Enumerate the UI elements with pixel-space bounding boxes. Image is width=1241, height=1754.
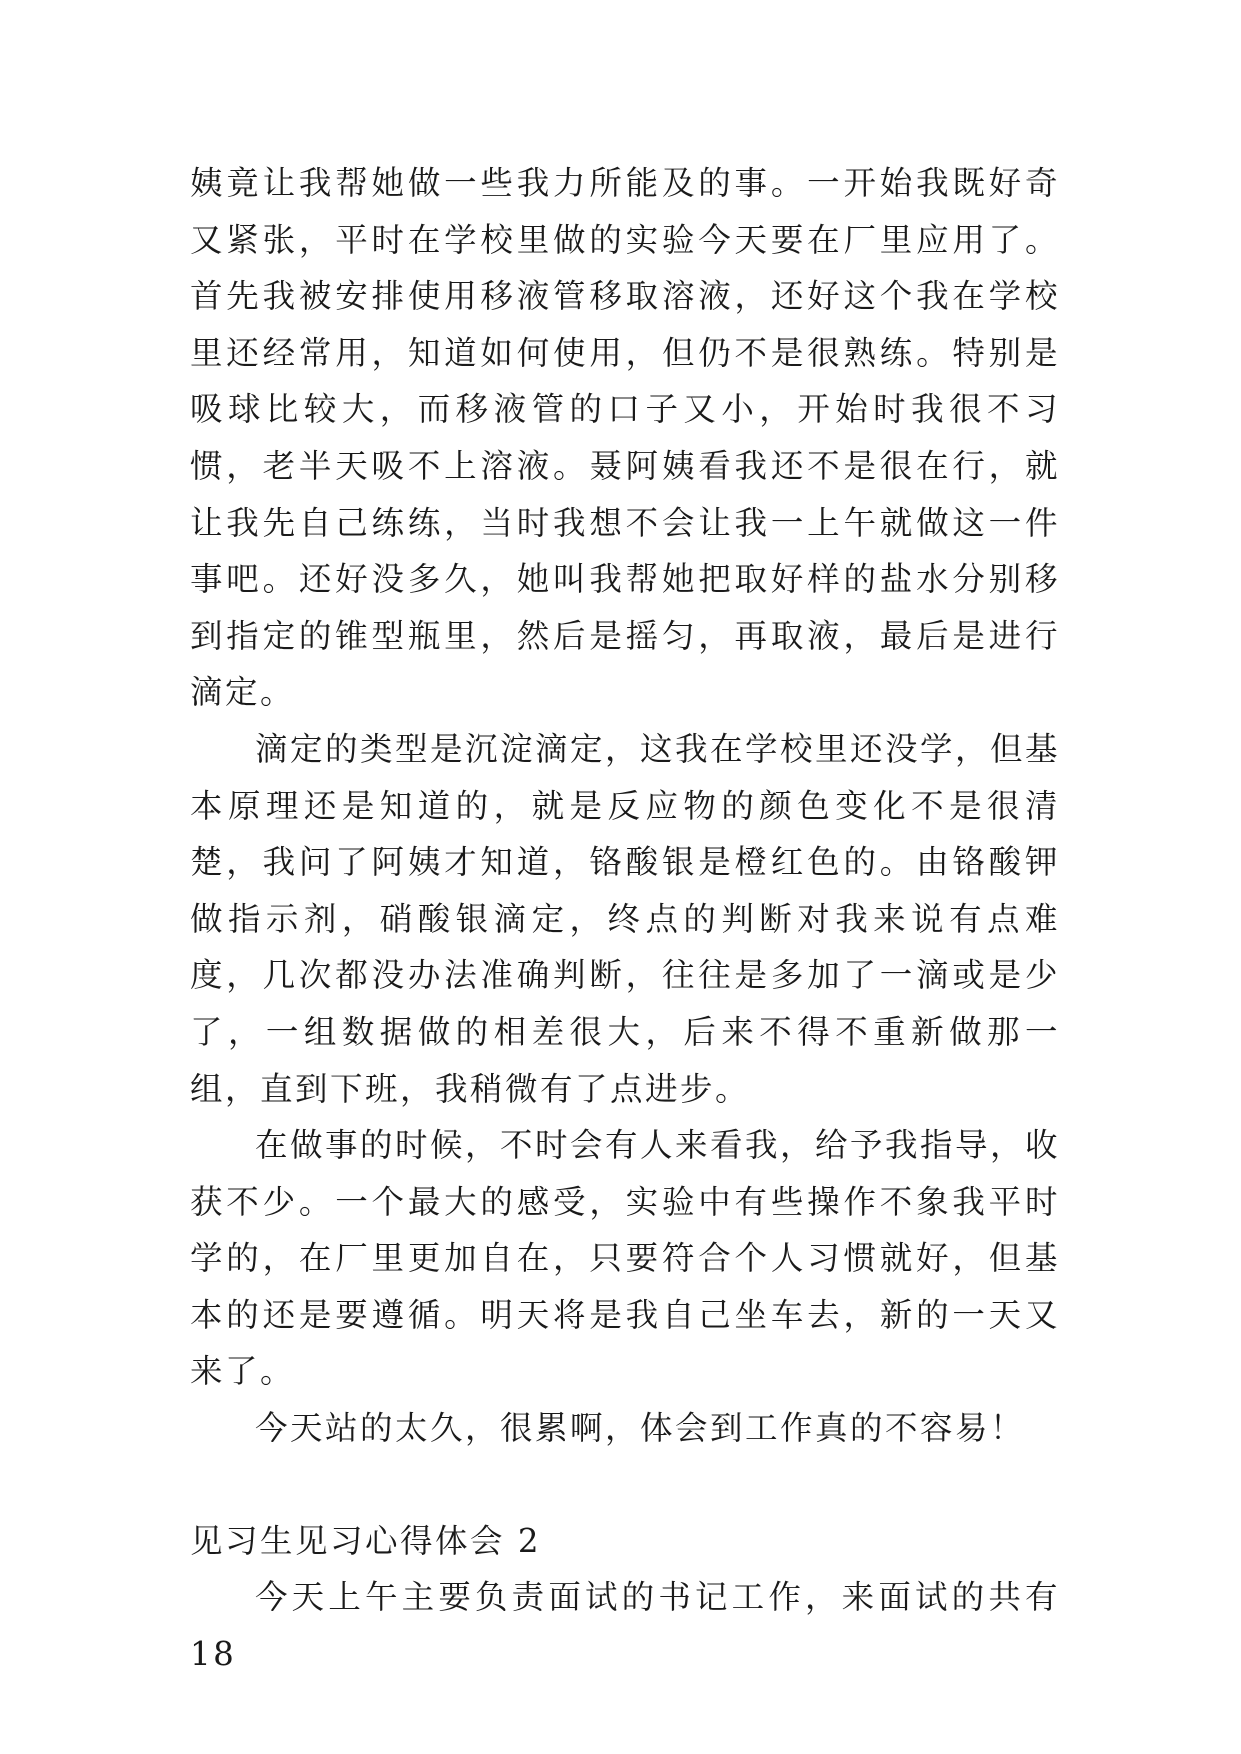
- paragraph-experience: 在做事的时候，不时会有人来看我，给予我指导，收获不少。一个最大的感受，实验中有些操作不象我平时学的，在厂里更加自在，只要符合个人习惯就好，但基本的还是要遵循。明天将是我自己坐车去，新的一天又来了。: [190, 1126, 1061, 1391]
- section-title: 见习生见习心得体会 2: [190, 1521, 542, 1560]
- paragraph-closing: 今天站的太久，很累啊，体会到工作真的不容易！: [255, 1409, 1026, 1448]
- paragraph-titration: 滴定的类型是沉淀滴定，这我在学校里还没学，但基本原理还是知道的，就是反应物的颜色变化不是很清楚，我问了阿姨才知道，铬酸银是橙红色的。由铬酸钾做指示剂，硝酸银滴定，终点的判断对我来说有点难度，几次都没办法准确判断，往往是多加了一滴或是少了，一组数据做的相差很大，后来不得不重新做那一组，直到下班，我稍微有了点进步。: [190, 729, 1061, 1108]
- paragraph-section-start: 今天上午主要负责面试的书记工作，来面试的共有 18: [190, 1578, 1060, 1673]
- document-body: [190, 155, 1060, 1682]
- paragraph-continuation: 姨竟让我帮她做一些我力所能及的事。一开始我既好奇又紧张，平时在学校里做的实验今天要在厂里应用了。首先我被安排使用移液管移取溶液，还好这个我在学校里还经常用，知道如何使用，但仍不是很熟练。特别是吸球比较大，而移液管的口子又小，开始时我很不习惯，老半天吸不上溶液。聂阿姨看我还不是很在行，就让我先自己练练，当时我想不会让我一上午就做这一件事吧。还好没多久，她叫我帮她把取好样的盐水分别移到指定的锥型瓶里，然后是摇匀，再取液，最后是进行滴定。: [190, 164, 1060, 712]
